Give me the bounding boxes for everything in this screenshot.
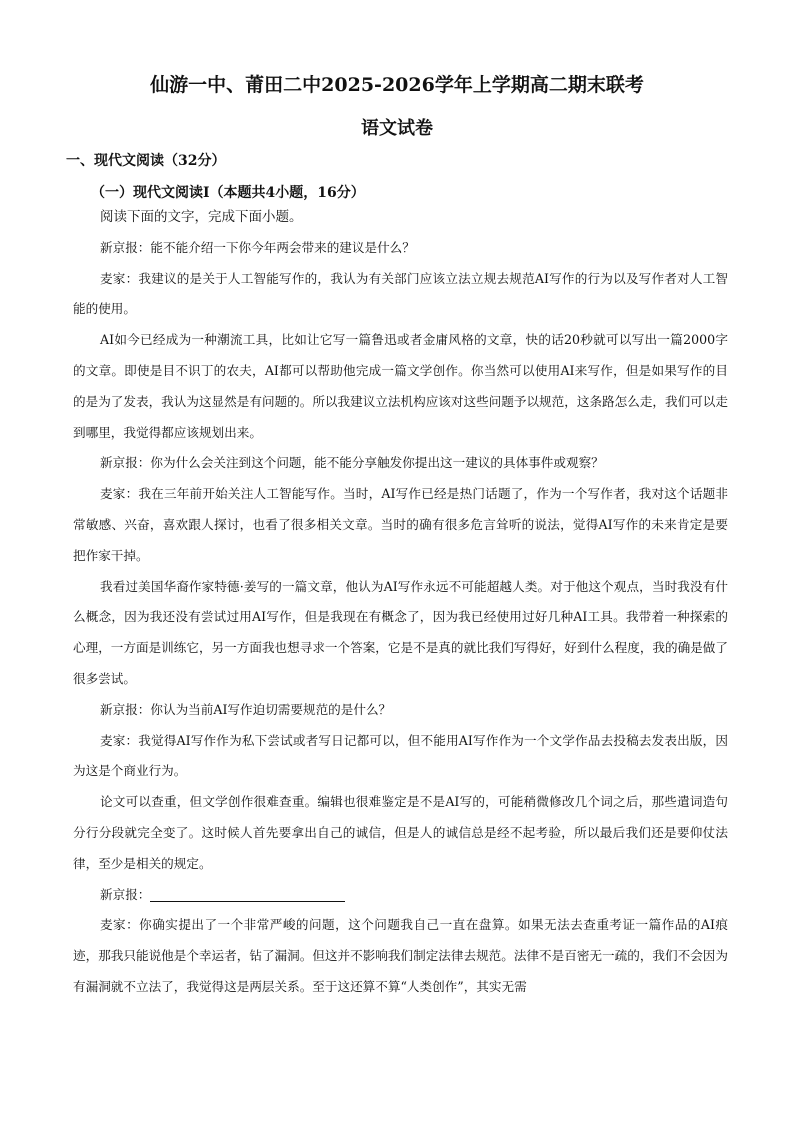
passage-paragraph: AI如今已经成为一种潮流工具，比如让它写一篇鲁迅或者金庸风格的文章，快的话20秒就可以写出一篇2000字的文章。即使是目不识丁的农夫，AI都可以帮助他完成一篇文学创作。你当然可以使用AI来写作，但是如果写作的目的是为了发表，我认为这显然是有问题的。所以我建议立法机构应该对这些问题予以规范，这条路怎么走，我们可以走到哪里，我觉得都应该规划出来。 — [73, 332, 728, 440]
passage-paragraph: 麦家：你确实提出了一个非常严峻的问题，这个问题我自己一直在盘算。如果无法去查重考证一篇作品的AI痕迹，那我只能说他是个幸运者，钻了漏洞。但这并不影响我们制定法律去规范。法律不是百密无一疏的，我们不会因为有漏洞就不立法了，我觉得这是两层关系。至于这还算不算“人类创作”，其实无需 — [73, 917, 728, 994]
subsection-heading: （一）现代文阅读Ⅰ（本题共4小题，16分） — [91, 185, 365, 201]
exam-title: 仙游一中、莆田二中2025-2026学年上学期高二期末联考 — [150, 74, 644, 96]
passage-paragraph: 麦家：我在三年前开始关注人工智能写作。当时，AI写作已经是热门话题了，作为一个写作者，我对这个话题非常敏感、兴奋，喜欢跟人探讨，也看了很多相关文章。当时的确有很多危言耸听的说法，觉得AI写作的未来肯定是要把作家干掉。 — [73, 486, 728, 563]
exam-subtitle: 语文试卷 — [361, 118, 433, 139]
passage-paragraph: 新京报：你为什么会关注到这个问题，能不能分享触发你提出这一建议的具体事件或观察？ — [100, 455, 604, 471]
passage-paragraph: 麦家：我建议的是关于人工智能写作的，我认为有关部门应该立法立规去规范AI写作的行为以及写作者对人工智能的使用。 — [73, 270, 728, 317]
question-blank-paragraph — [73, 880, 728, 911]
passage-paragraph: 论文可以查重，但文学创作很难查重。编辑也很难鉴定是不是AI写的，可能稍微修改几个词之后，那些遣词造句分行分段就完全变了。这时候人首先要拿出自己的诚信，但是人的诚信总是经不起考验，所以最后我们还是要仰仗法律，至少是相关的规定。 — [73, 794, 728, 871]
blank-prefix: 新京报： — [100, 886, 151, 902]
section-heading: 一、现代文阅读（32分） — [66, 153, 226, 169]
passage-paragraph: 麦家：我觉得AI写作作为私下尝试或者写日记都可以，但不能用AI写作作为一个文学作品去投稿去发表出版，因为这是个商业行为。 — [73, 732, 728, 779]
reading-instruction: 阅读下面的文字，完成下面小题。 — [100, 209, 303, 225]
reading-passage — [73, 202, 728, 1003]
fill-in-blank[interactable] — [150, 887, 345, 902]
passage-paragraph: 我看过美国华裔作家特德·姜写的一篇文章，他认为AI写作永远不可能超越人类。对于他这个观点，当时我没有什么概念，因为我还没有尝试过用AI写作，但是我现在有概念了，因为我已经使用过好几种AI工具。我带着一种探索的心理，一方面是训练它，另一方面我也想寻求一个答案，它是不是真的就比我们写得好，好到什么程度，我的确是做了很多尝试。 — [73, 578, 728, 686]
passage-paragraph: 新京报：你认为当前AI写作迫切需要规范的是什么？ — [100, 701, 392, 717]
passage-paragraph: 新京报：能不能介绍一下你今年两会带来的建议是什么？ — [100, 239, 415, 255]
